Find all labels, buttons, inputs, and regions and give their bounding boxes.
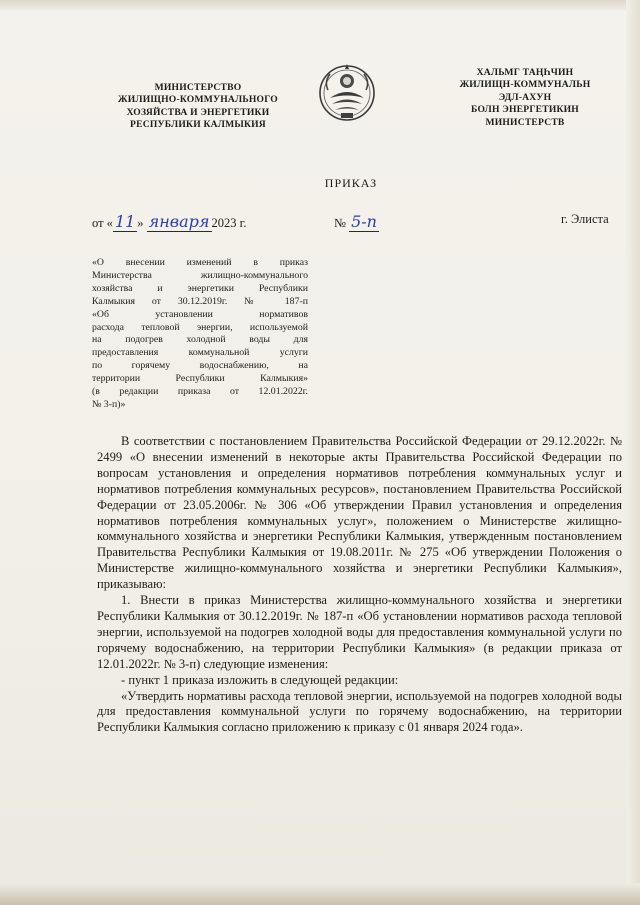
clause-1-paragraph: 1. Внести в приказ Министерства жилищно-коммунального хозяйства и энергетики Республики Калмыкия от 30.12.2019г. № 187-п «Об установлении нормативов расхода тепловой энергии, используемой на подогрев холодной воды для предоставления коммунальной услуги по горячему водоснабжению, на территории Республики Калмыкия» (в редакции приказа от 12.01.2022г. № 3-п) следующие изменения: [97, 593, 622, 671]
order-body [97, 434, 622, 736]
date-month: января [148, 212, 210, 231]
order-date: от « 11 » января 2023 г. [92, 212, 247, 231]
coat-of-arms-icon [318, 60, 376, 126]
ministry-name-russian: МИНИСТЕРСТВО ЖИЛИЩНО-КОММУНАЛЬНОГО ХОЗЯЙСТВА И ЭНЕРГЕТИКИ РЕСПУБЛИКИ КАЛМЫКИЯ [118, 82, 278, 131]
document-type-title: ПРИКАЗ [324, 176, 378, 190]
order-subject: «О внесении изменений в приказ Министерства жилищно-коммунального хозяйства и энергетики Республики Калмыкия от 30.12.2019г. № 187-п «Об установлении нормативов расхода тепловой энергии, используемой на подогрев холодной воды для предоставления коммунальной услуги по горячему водоснабжению, на территории Республики Калмыкия» (в редакции приказа от 12.01.2022г. № 3-п)» [92, 257, 308, 410]
order-number: № 5-п [334, 212, 377, 231]
ministry-name-kalmyk: ХАЛЬМГ ТАҢҺЧИН ЖИЛИЩН-КОММУНАЛЬН ЭДЛ-АХУН БОЛН ЭНЕРГЕТИКИН МИНИСТЕРСТВ [459, 67, 591, 128]
date-day: 11 [114, 212, 136, 231]
preamble-paragraph: В соответствии с постановлением Правительства Российской Федерации от 29.12.2022г. № 2499 «О внесении изменений в некоторые акты Правительства Российской Федерации по вопросам установления и определения нормативов потребления коммунальных услуг и нормативов потребления коммунальных ресурсов», постановлением Правительства Российской Федерации от 23.05.2006г. № 306 «Об утверждении Правил установления и определения нормативов потребления коммунальных услуг», положением о Министерстве жилищно-коммунального хозяйства и энергетики Республики Калмыкия, утвержденным постановлением Правительства Республики Калмыкия от 19.08.2011г. № 275 «Об утверждении Положения о Министерстве жилищно-коммунального хозяйства и энергетики Республики Калмыкия», приказываю: [97, 434, 622, 592]
amendment-text: «Утвердить нормативы расхода тепловой энергии, используемой на подогрев холодной воды для предоставления коммунальной услуги по горячему водоснабжению, на территории Республики Калмыкия согласно приложению к приказу с 01 января 2024 года». [97, 688, 622, 735]
amendment-item: - пункт 1 приказа изложить в следующей редакции: [121, 672, 399, 687]
order-number-value: 5-п [351, 212, 377, 231]
city-label: г. Элиста [561, 212, 609, 226]
